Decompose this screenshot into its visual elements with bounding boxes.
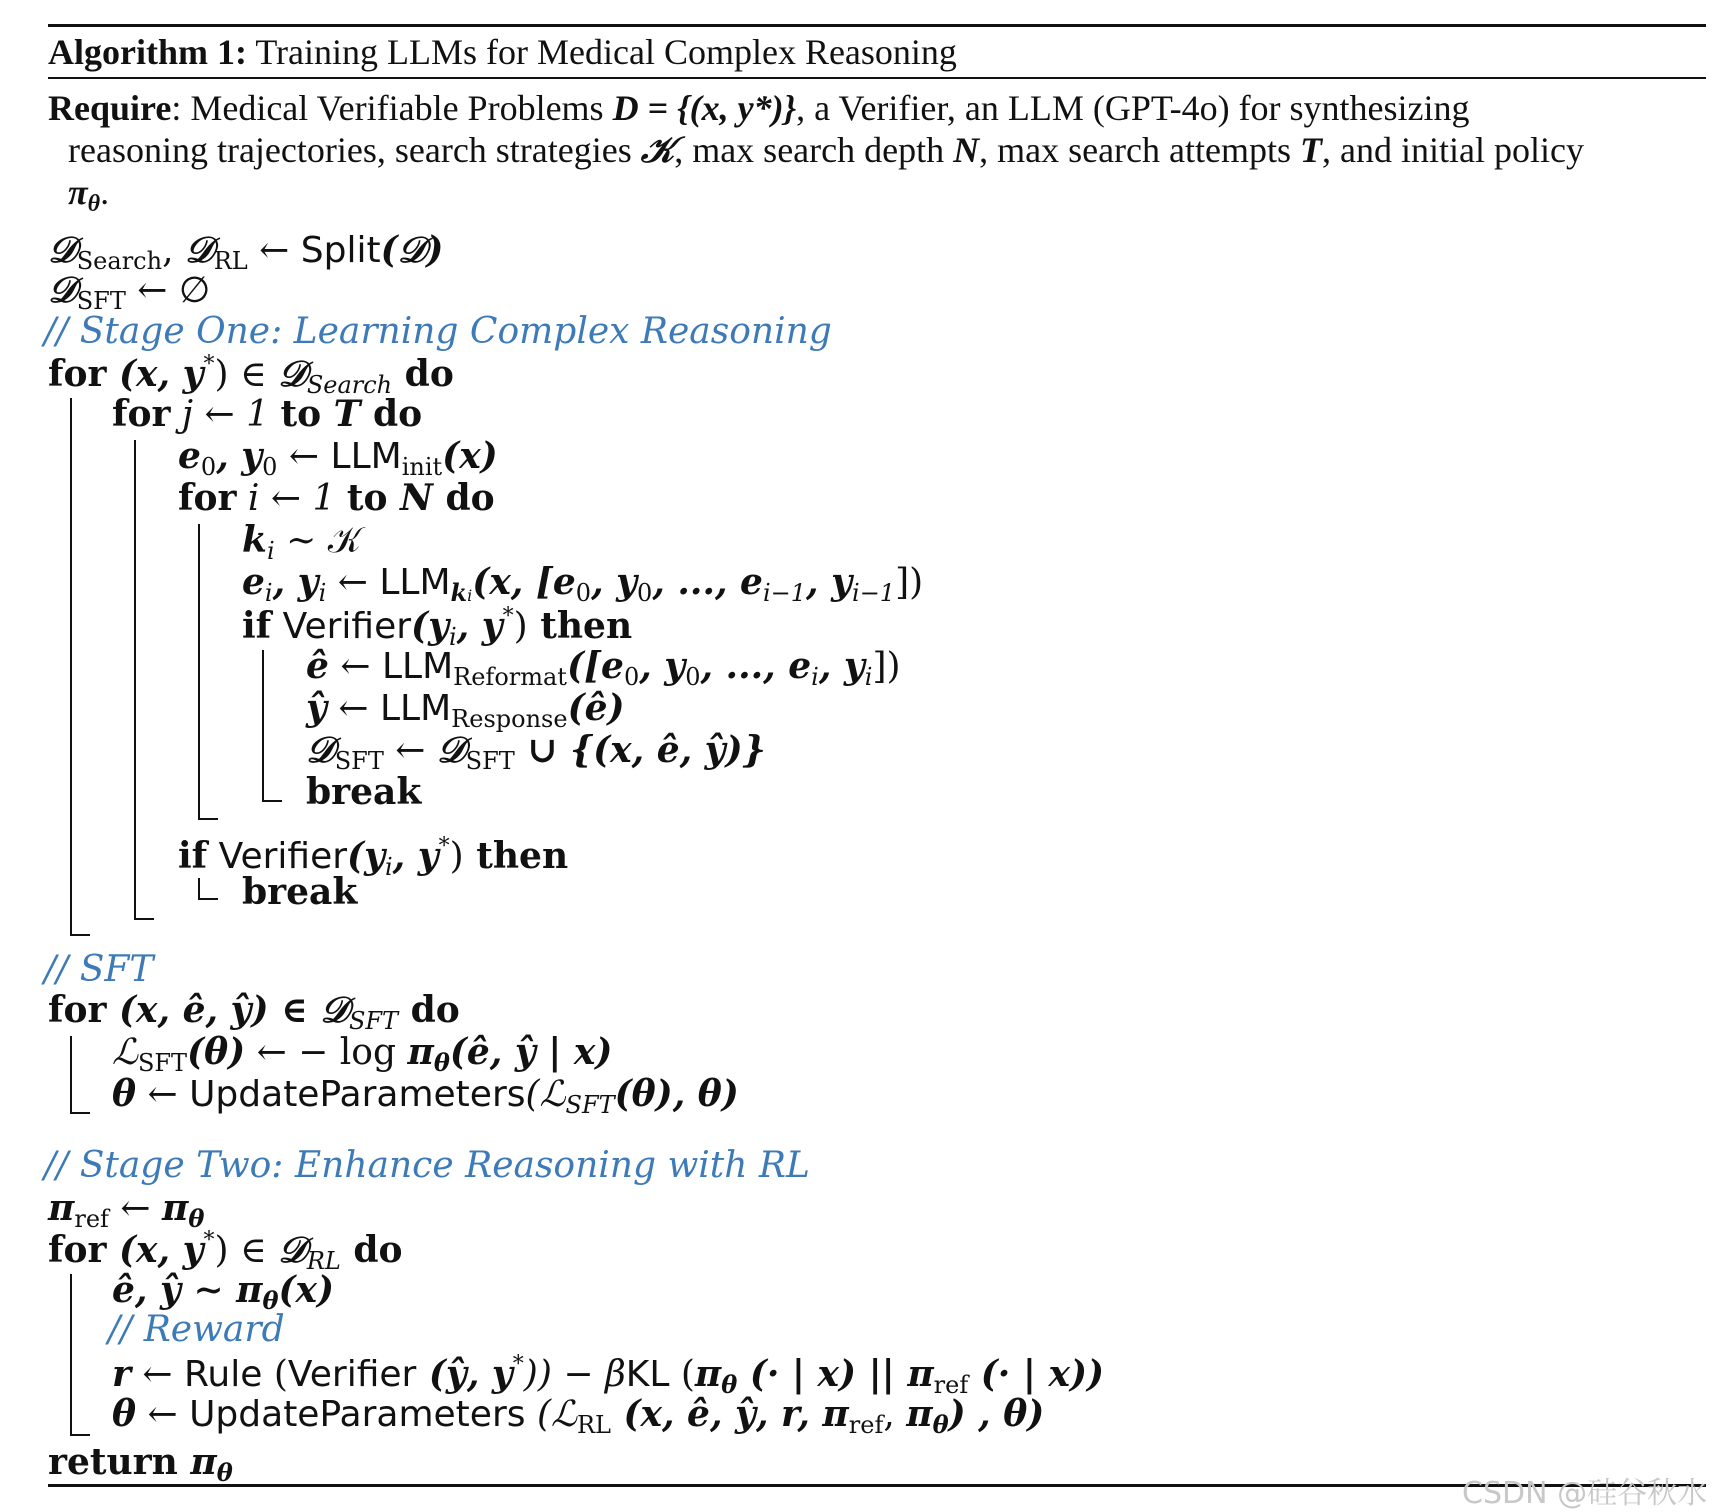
header-rule: [48, 77, 1706, 79]
line-sample-k: $k_i$ ∼ 𝒦: [242, 519, 362, 565]
block-bar-if-1: [262, 650, 264, 802]
line-dsft-init: 𝒟$_{SFT}$ ← ∅: [48, 269, 211, 315]
block-bar-if-2: [198, 878, 200, 900]
block-foot-for-rl: [70, 1434, 90, 1436]
line-for-j: for j ← 1 to T do: [112, 393, 423, 435]
require-line-1: Require: Medical Verifiable Problems D = {(x, y*)}, a Verifier, an LLM (GPT-4o) for synthesizing: [48, 88, 1470, 128]
line-for-search: for (x, y*) ∈ 𝒟$_{Search}$ do: [48, 352, 454, 399]
line-init: $e_0$, $y_0$ ← $LLM_{init}(x)$: [178, 435, 498, 481]
line-pi-ref: $\pi_{ref}$ ← $\pi_\theta$: [48, 1187, 205, 1233]
line-return: return $\pi_\theta$: [48, 1441, 233, 1487]
dataset-definition: D = {(x, y*)}: [612, 88, 797, 128]
line-reformat: ê ← $LLM_{Reformat}([e_0$, $y_0$, ..., $e_i$, $y_i$]): [306, 645, 901, 691]
comment-reward: // Reward: [108, 1309, 285, 1350]
line-for-sft: for (x, ê, ŷ) ∈ 𝒟$_{SFT}$ do: [48, 989, 460, 1035]
block-foot-for-search: [70, 934, 90, 936]
algorithm-label: Algorithm 1:: [48, 32, 247, 72]
line-response: ŷ ← $LLM_{Response}(ê)$: [306, 687, 625, 733]
line-if-verifier-2: if $Verifier(y_i$, y*) then: [178, 834, 569, 881]
line-dsft-add: 𝒟$_{SFT}$ ← 𝒟$_{SFT}$ ∪ {(x, ê, ŷ)}: [306, 729, 766, 775]
block-foot-for-j: [134, 918, 154, 920]
require-line-3: $\pi_\theta$.: [68, 172, 110, 217]
line-step: $e_i$, $y_i$ ← $LLM_{ki}(x$, [$e_0$, $y_0$, ..., $e_{i-1}$, $y_{i-1}$]): [242, 561, 924, 607]
line-for-i: for i ← 1 to N do: [178, 477, 495, 519]
block-bar-for-i: [198, 524, 200, 820]
line-sample-rl: ê, ŷ ∼ $\pi_\theta(x)$: [112, 1269, 335, 1315]
block-bar-for-sft: [70, 1036, 72, 1114]
line-update-rl: θ ← UpdateParameters (ℒ$_{RL}$ (x, ê, ŷ, r, $\pi_{ref}$, $\pi_\theta$) , θ): [112, 1393, 1045, 1439]
block-foot-if-1: [262, 800, 282, 802]
require-label: Require: [48, 88, 172, 128]
bottom-rule: [48, 1484, 1706, 1487]
block-bar-for-j: [134, 440, 136, 920]
require-line-2: reasoning trajectories, search strategies 𝒦, max search depth N, max search attempts T, and initial policy: [68, 130, 1584, 170]
block-bar-for-search: [70, 398, 72, 936]
line-if-verifier-1: if $Verifier(y_i$, y*) then: [242, 604, 633, 651]
line-break-2: break: [242, 871, 358, 913]
algorithm-title: [48, 34, 957, 70]
comment-sft: // SFT: [44, 949, 154, 990]
line-break-1: break: [306, 771, 422, 813]
watermark: CSDN @硅谷秋水: [1462, 1476, 1708, 1511]
block-bar-for-rl: [70, 1274, 72, 1436]
line-split: 𝒟$_{Search}$, 𝒟$_{RL}$ ← Split(𝒟): [48, 229, 444, 275]
block-foot-for-sft: [70, 1112, 90, 1114]
algorithm-title-text: Training LLMs for Medical Complex Reasoning: [255, 32, 957, 72]
block-foot-if-2: [198, 898, 218, 900]
line-for-rl: for (x, y*) ∈ 𝒟$_{RL}$ do: [48, 1228, 403, 1275]
comment-stage-two: // Stage Two: Enhance Reasoning with RL: [44, 1145, 810, 1186]
block-foot-for-i: [198, 818, 218, 820]
line-loss-sft: ℒ$_{SFT}$(θ) ← − $\log \pi_\theta(ê$, ŷ | x): [112, 1031, 613, 1077]
comment-stage-one: // Stage One: Learning Complex Reasoning: [44, 311, 832, 352]
line-update-sft: θ ← UpdateParameters(ℒ$_{SFT}$(θ), θ): [112, 1073, 739, 1119]
line-reward: r ← Rule (Verifier (ŷ, y*)) − βKL ($\pi_\theta$ (· | x) || $\pi_{ref}$ (· | x)): [112, 1352, 1105, 1399]
top-rule: [48, 24, 1706, 27]
